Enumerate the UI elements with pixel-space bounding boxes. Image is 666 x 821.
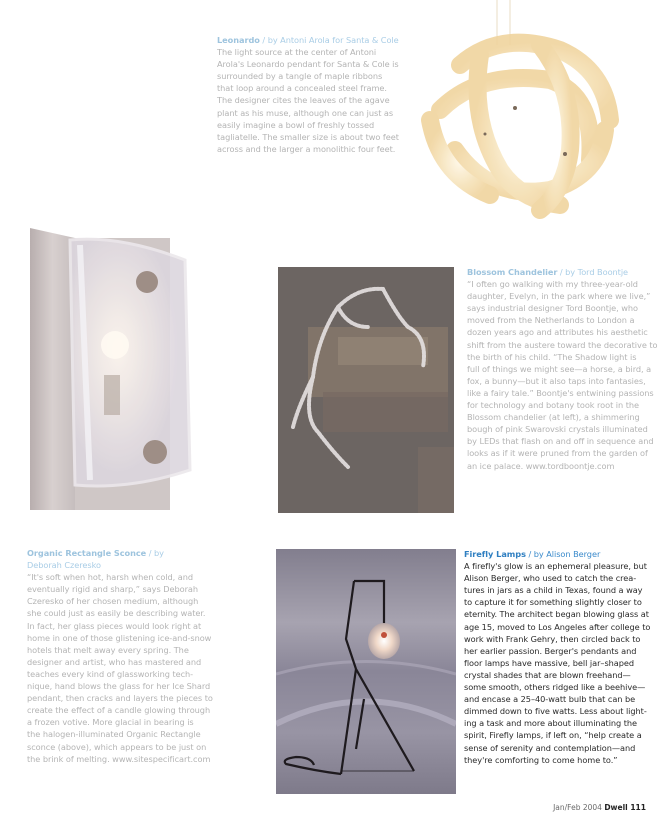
magazine-name: Dwell xyxy=(604,803,628,812)
article-line: age 15, moved to Los Angeles after college to xyxy=(464,621,651,632)
article-line: shift from the austere toward the decorative to xyxy=(467,339,658,350)
firefly-lamp-photo xyxy=(276,549,456,794)
article-line: sconce (above), which appears to be just on xyxy=(27,741,207,752)
article-line: crystal shades that are blown freehand— xyxy=(464,669,631,680)
article-line: work with Frank Gehry, then circled back to xyxy=(464,633,641,644)
organic-sconce-photo xyxy=(20,220,240,520)
article-line: like a fairy tale.” Boontje's entwining passions xyxy=(467,387,654,398)
article-firefly xyxy=(464,548,666,766)
article-line: eternity. The architect began blowing glass at xyxy=(464,609,649,620)
article-line: hotels that melt away every spring. The xyxy=(27,644,189,655)
article-byline: / by Alison Berger xyxy=(525,549,601,559)
article-line: they're comforting to come home to.” xyxy=(464,754,618,765)
article-line: the birth of his child. “The Shadow light is xyxy=(467,351,637,362)
article-line: says industrial designer Tord Boontje, who xyxy=(467,303,639,314)
article-heading xyxy=(27,547,237,559)
article-byline: / by Tord Boontje xyxy=(557,267,629,277)
article-line: Alison Berger, who used to catch the crea- xyxy=(464,573,637,584)
article-byline-author: Deborah Czeresko xyxy=(27,560,101,571)
article-line: A firefly's glow is an ephemeral pleasure, but xyxy=(464,561,647,572)
article-title: Leonardo xyxy=(217,35,260,45)
article-line: and encase a 25–40-watt bulb that can be xyxy=(464,694,636,705)
article-line: fox, a bunny—but it also taps into fantasies, xyxy=(467,375,646,386)
article-line: designer and artist, who has mastered and xyxy=(27,656,202,667)
article-line: a frozen votive. More glacial in bearing is xyxy=(27,717,194,728)
article-line: create the effect of a candle glowing through xyxy=(27,705,211,716)
article-line: floor lamps have massive, bell jar–shaped xyxy=(464,657,635,668)
article-line: Blossom chandelier (at left), a shimmering xyxy=(467,412,640,423)
article-line: easily imagine a bowl of freshly tossed xyxy=(217,119,375,130)
article-body xyxy=(217,46,422,155)
article-line: tures in jars as a child in Texas, found a way xyxy=(464,585,643,596)
page-number: 111 xyxy=(627,803,646,812)
article-line: she could just as easily be describing water. xyxy=(27,608,206,619)
article-line: teaches every kind of glassworking tech- xyxy=(27,668,194,679)
article-line: pendant, then cracks and layers the pieces to xyxy=(27,693,213,704)
article-line: moved from the Netherlands to London a xyxy=(467,315,635,326)
article-title: Organic Rectangle Sconce xyxy=(27,548,147,558)
article-line: the halogen-illuminated Organic Rectangle xyxy=(27,729,201,740)
article-line: surrounded by a tangle of maple ribbons xyxy=(217,71,383,82)
article-line: ing a task and more about illuminating the xyxy=(464,718,638,729)
article-line: “I often go walking with my three-year-old xyxy=(467,279,638,290)
article-leonardo xyxy=(217,34,422,155)
article-line: full of things we might see—a horse, a bird, a xyxy=(467,363,652,374)
article-line: for technology and botany took root in the xyxy=(467,400,639,411)
article-line: plant as his muse, although one can just as xyxy=(217,107,394,118)
article-line: dimmed down to five watts. Less about light- xyxy=(464,706,647,717)
article-blossom xyxy=(467,266,666,472)
article-body xyxy=(467,278,666,472)
article-line: Arola's Leonardo pendant for Santa & Cole is xyxy=(217,59,399,70)
article-line: In fact, her glass pieces would look right at xyxy=(27,620,202,631)
article-heading xyxy=(217,34,422,46)
article-line: daughter, Evelyn, in the park where we live,” xyxy=(467,291,651,302)
issue-date: Jan/Feb 2004 xyxy=(553,803,605,812)
article-line: tagliatelle. The smaller size is about two feet xyxy=(217,131,399,142)
article-byline: / by Antoni Arola for Santa & Cole xyxy=(259,35,399,45)
article-heading xyxy=(464,548,666,560)
article-title: Firefly Lamps xyxy=(464,549,526,559)
leonardo-pendant-image xyxy=(420,0,666,230)
article-line: “It's soft when hot, harsh when cold, and xyxy=(27,572,194,583)
article-line: sense of serenity and contemplation—and xyxy=(464,742,636,753)
article-line: bough of pink Swarovski crystals illuminated xyxy=(467,424,648,435)
article-line: nique, hand blows the glass for her Ice Shard xyxy=(27,681,211,692)
page-footer xyxy=(553,803,646,812)
article-line: her earlier passion. Berger's pendants and xyxy=(464,645,637,656)
article-line: looks as if it were pruned from the garden of xyxy=(467,448,648,459)
article-line: across and the larger a monolithic four feet. xyxy=(217,143,396,154)
leonardo-pendant-photo xyxy=(420,0,666,230)
article-line: spirit, Firefly lamps, if left on, “help create a xyxy=(464,730,642,741)
article-line: Czeresko of her chosen medium, although xyxy=(27,596,199,607)
article-title: Blossom Chandelier xyxy=(467,267,558,277)
article-line: that loop around a concealed steel frame. xyxy=(217,83,387,94)
article-body xyxy=(27,571,237,765)
article-line: eventually rigid and sharp,” says Deborah xyxy=(27,584,198,595)
article-line: the brink of melting. www.sitespecificart.com xyxy=(27,753,211,764)
firefly-lamp-image xyxy=(276,549,456,794)
article-line: to capture it for something slightly closer to xyxy=(464,597,642,608)
article-line: by LEDs that flash on and off in sequence and xyxy=(467,436,654,447)
organic-sconce-image xyxy=(20,220,240,520)
article-line: an ice palace. www.tordboontje.com xyxy=(467,460,615,471)
article-line: The designer cites the leaves of the agave xyxy=(217,95,390,106)
article-line: dozen years ago and attributes his aesthetic xyxy=(467,327,648,338)
blossom-chandelier-photo xyxy=(278,267,454,513)
article-body xyxy=(464,560,666,766)
article-byline: / by xyxy=(146,548,164,558)
article-line: The light source at the center of Antoni xyxy=(217,47,377,58)
article-line: some smooth, others ridged like a beehive— xyxy=(464,682,646,693)
article-organic xyxy=(27,547,237,765)
blossom-chandelier-image xyxy=(278,267,454,513)
article-line: home in one of those glistening ice-and-snow xyxy=(27,632,212,643)
article-heading xyxy=(467,266,666,278)
